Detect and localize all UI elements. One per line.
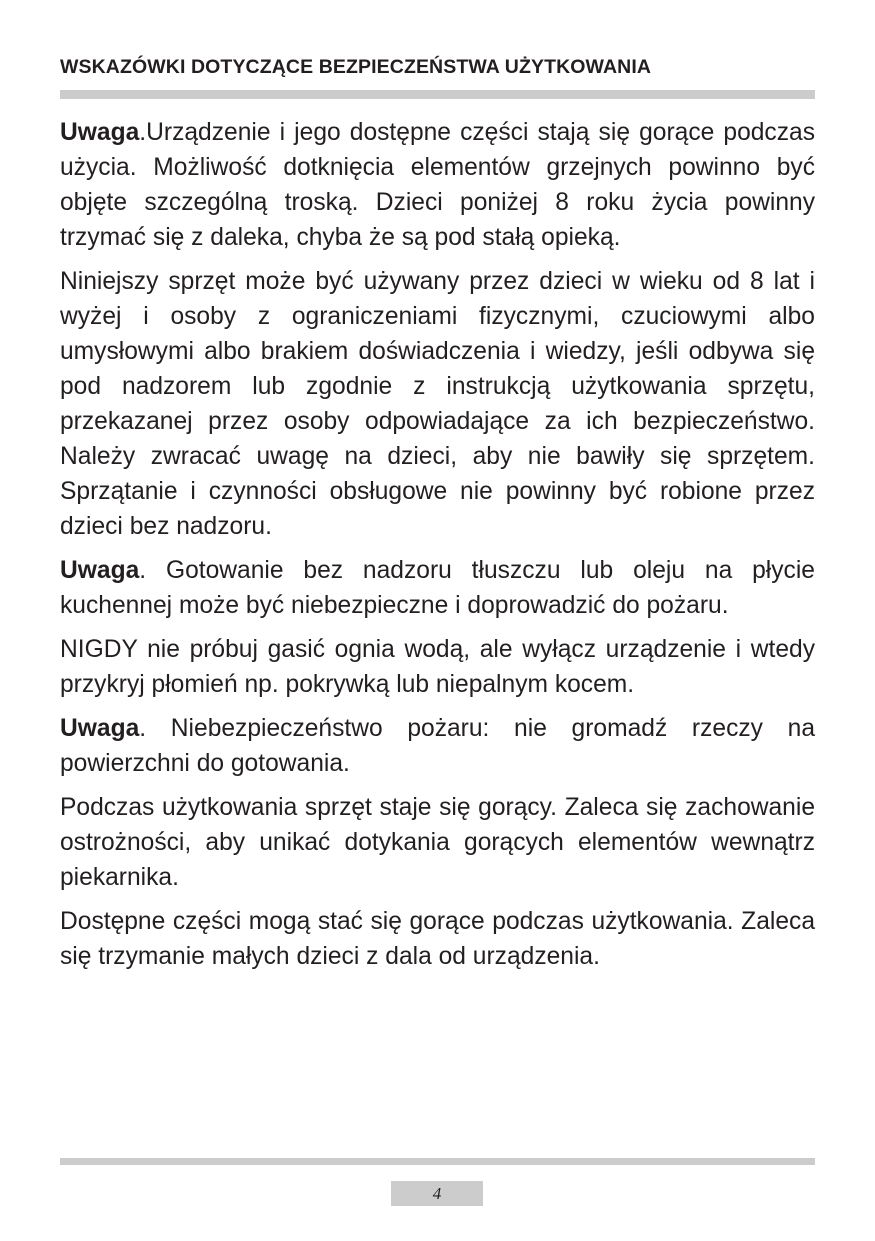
header-divider [60,90,815,99]
warning-lead: Uwaga [60,119,140,146]
paragraph-accessible-parts [60,904,815,974]
paragraph-never-water [60,632,815,702]
paragraph-text: Dostępne części mogą stać się gorące podczas użytkowania. Zaleca się trzymanie małych dzieci z dala od urządzenia. [60,908,815,970]
paragraph-children-usage [60,264,815,544]
paragraph-text: . Gotowanie bez nadzoru tłuszczu lub oleju na płycie kuchennej może być niebezpieczne i doprowadzić do pożaru. [60,557,815,619]
warning-lead: Uwaga [60,715,140,742]
paragraph-text: NIGDY nie próbuj gasić ognia wodą, ale wyłącz urządzenie i wtedy przykryj płomień np. pokrywką lub niepalnym kocem. [60,636,815,698]
page-number: 4 [391,1181,483,1206]
paragraph-text: Podczas użytkowania sprzęt staje się gorący. Zaleca się zachowanie ostrożności, aby unikać dotykania gorących elementów wewnątrz piekarnika. [60,794,815,891]
warning-paragraph-fire-hazard [60,711,815,781]
document-body [60,115,815,983]
paragraph-text: . Niebezpieczeństwo pożaru: nie gromadź rzeczy na powierzchni do gotowania. [60,715,815,777]
warning-paragraph-hot-parts [60,115,815,255]
paragraph-oven-hot [60,790,815,895]
warning-lead: Uwaga [60,557,140,584]
paragraph-text: .Urządzenie i jego dostępne części stają się gorące podczas użycia. Możliwość dotknięcia elementów grzejnych powinno być objęte szczególną troską. Dzieci poniżej 8 roku życia powinny trzymać się z daleka, chyba że są pod stałą opieką. [60,119,815,251]
page-title: WSKAZÓWKI DOTYCZĄCE BEZPIECZEŃSTWA UŻYTKOWANIA [60,56,652,78]
paragraph-text: Niniejszy sprzęt może być używany przez dzieci w wieku od 8 lat i wyżej i osoby z ograniczeniami fizycznymi, czuciowymi albo umysłowymi albo brakiem doświadczenia i wiedzy, jeśli odbywa się pod nadzorem lub zgodnie z instrukcją użytkowania sprzętu, przekazanej przez osoby odpowiadające za ich bezpieczeństwo. Należy zwracać uwagę na dzieci, aby nie bawiły się sprzętem. Sprzątanie i czynności obsługowe nie powinny być robione przez dzieci bez nadzoru. [60,268,815,540]
footer-divider [60,1158,815,1165]
warning-paragraph-unattended-cooking [60,553,815,623]
